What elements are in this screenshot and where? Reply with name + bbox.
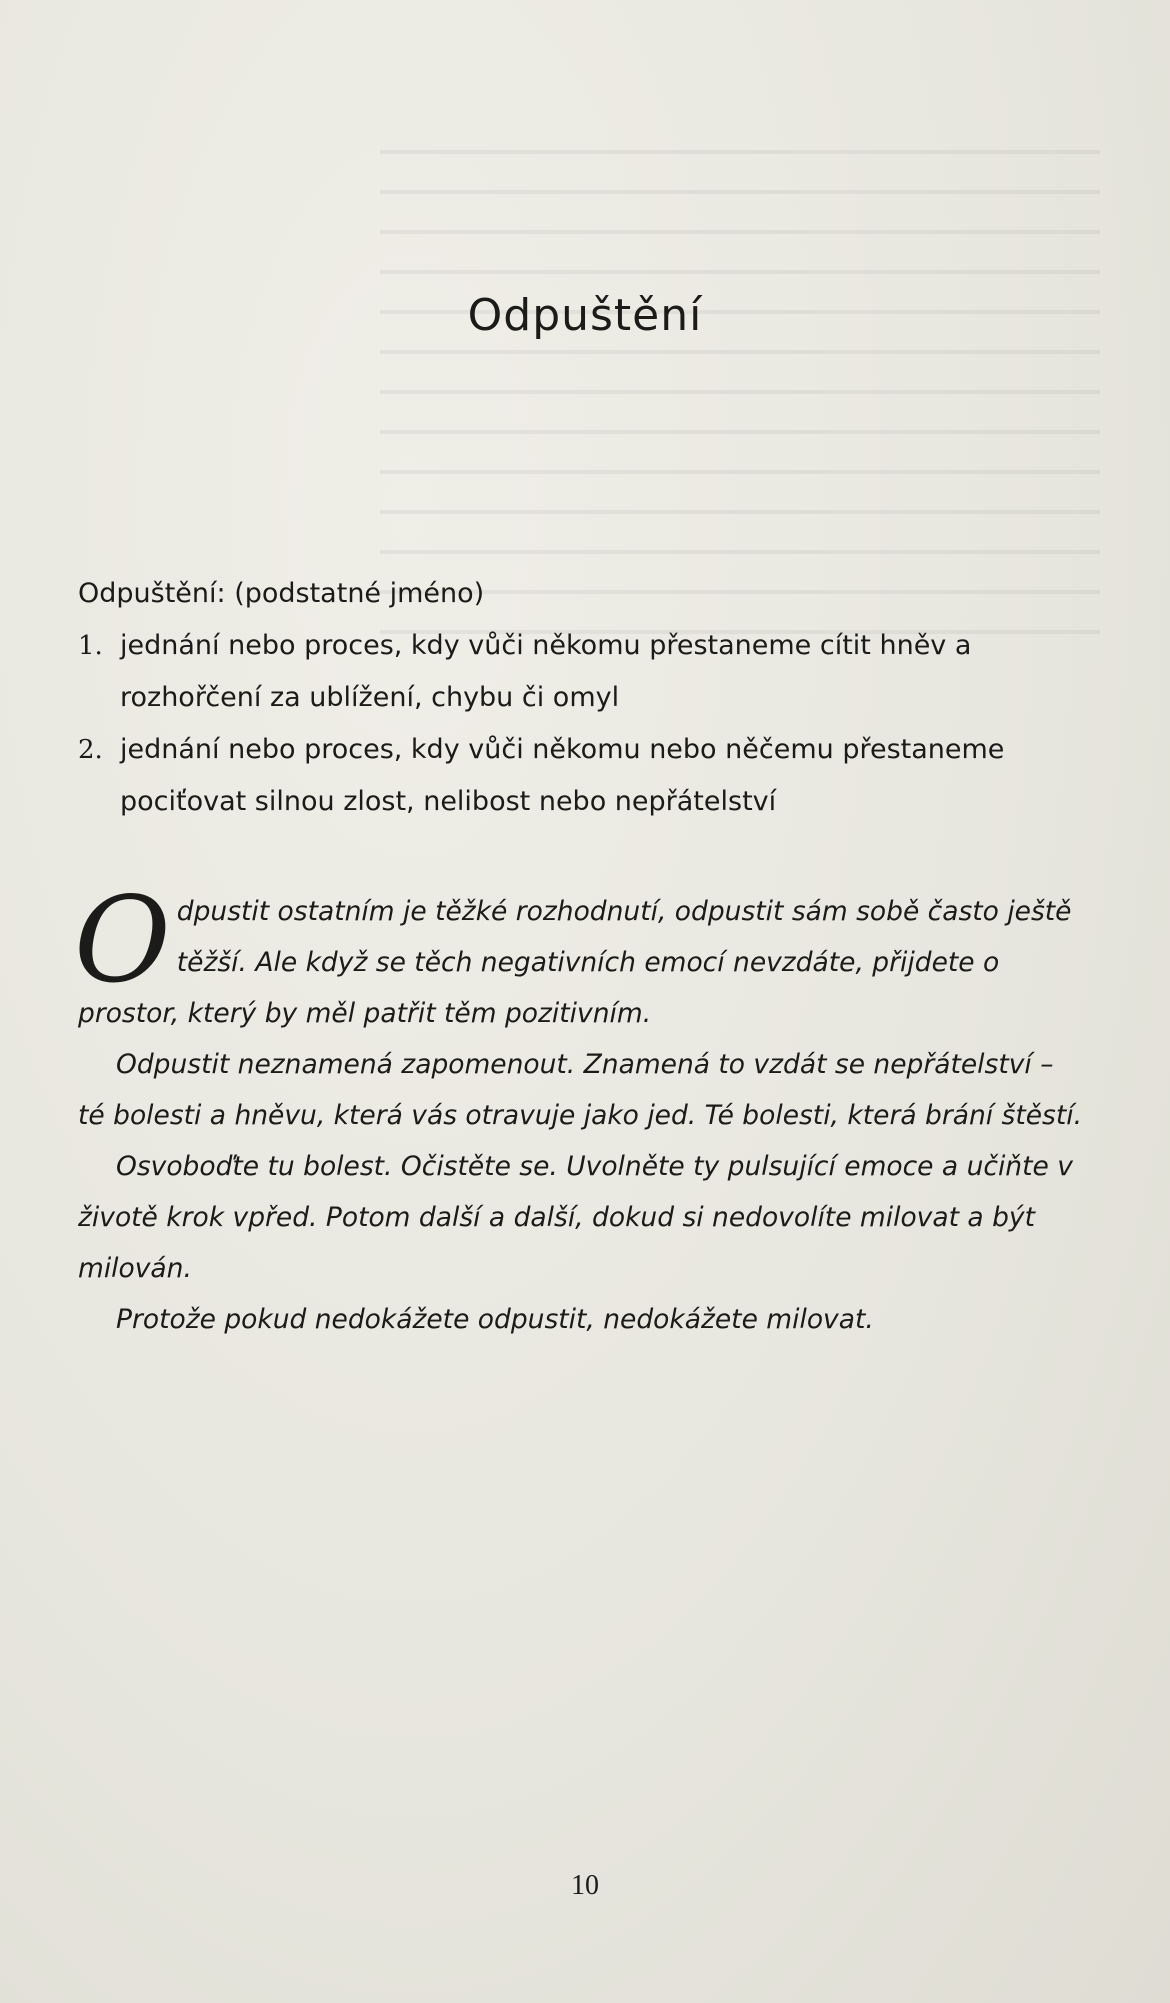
paragraph: Protože pokud nedokážete odpustit, nedokážete milovat.	[116, 1304, 874, 1335]
paragraph: Odpustit neznamená zapomenout. Znamená to vzdát se nepřátelství – té bolesti a hněvu, která vás otravuje jako jed. Té bolesti, která brání štěstí.	[78, 1049, 1083, 1131]
definition-item	[78, 724, 1098, 828]
definition-text: jednání nebo proces, kdy vůči někomu nebo něčemu přestaneme pociťovat silnou zlost, nelibost nebo nepřátelství	[120, 734, 1005, 817]
definition-item	[78, 620, 1098, 724]
drop-cap: O	[74, 871, 171, 1009]
paragraph-text: dpustit ostatním je těžké rozhodnutí, odpustit sám sobě často ještě těžší. Ale když se těch negativních emocí nevzdáte, přijdete o prostor, který by měl patřit těm pozitivním.	[78, 896, 1072, 1029]
paragraph	[74, 871, 1083, 1039]
definition-number: 2.	[78, 735, 103, 765]
dictionary-definition	[78, 568, 1098, 828]
paragraph: Osvoboďte tu bolest. Očistěte se. Uvolněte ty pulsující emoce a učiňte v životě krok vpřed. Potom další a další, dokud si nedovolíte milovat a být milován.	[78, 1151, 1073, 1284]
body-text	[74, 871, 1083, 1345]
chapter-title: Odpuštění	[467, 290, 703, 341]
definition-headword: Odpuštění: (podstatné jméno)	[78, 578, 485, 609]
definition-text: jednání nebo proces, kdy vůči někomu přestaneme cítit hněv a rozhořčení za ublížení, chybu či omyl	[120, 630, 972, 713]
page-number: 10	[571, 1870, 599, 1901]
definition-number: 1.	[78, 631, 103, 661]
